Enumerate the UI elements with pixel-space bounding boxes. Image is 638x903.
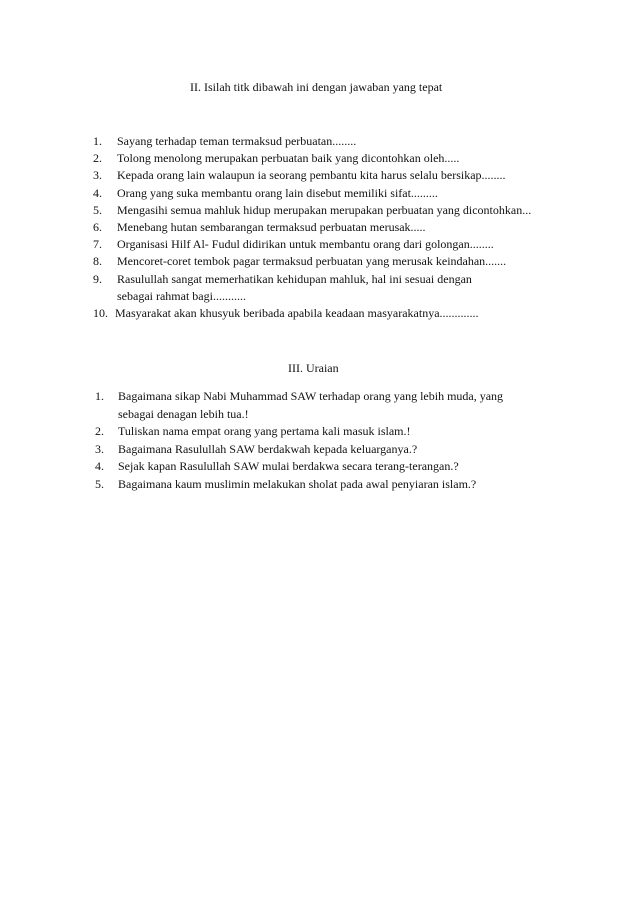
question-text-line: Sejak kapan Rasulullah SAW mulai berdakwa secara terang-terangan.?	[118, 459, 459, 474]
list-item	[93, 167, 613, 184]
question-number: 10.	[93, 306, 108, 321]
question-text-line: Rasulullah sangat memerhatikan kehidupan mahluk, hal ini sesuai dengan	[117, 271, 472, 286]
section-3-title: III. Uraian	[288, 361, 339, 375]
list-item	[93, 185, 613, 202]
question-number: 9.	[93, 271, 102, 286]
question-number: 3.	[93, 168, 102, 183]
list-item	[93, 423, 613, 441]
question-text-line: Sayang terhadap teman termaksud perbuatan........	[117, 134, 357, 148]
question-text	[118, 441, 417, 459]
list-item	[93, 236, 613, 253]
question-text-line: Tuliskan nama empat orang yang pertama kali masuk islam.!	[118, 424, 411, 439]
question-text-line: Tolong menolong merupakan perbuatan baik yang dicontohkan oleh.....	[117, 151, 460, 166]
question-text-line: Bagaimana sikap Nabi Muhammad SAW terhadap orang yang lebih muda, yang	[118, 389, 504, 403]
question-text-line: Mencoret-coret tembok pagar termaksud perbuatan yang merusak keindahan.......	[117, 254, 507, 269]
question-text	[117, 219, 426, 236]
list-item	[93, 271, 613, 305]
question-text	[118, 423, 411, 441]
question-text	[115, 305, 479, 322]
question-text-line: Orang yang suka membantu orang lain disebut memiliki sifat.........	[117, 185, 438, 200]
question-text-line: Menebang hutan sembarangan termaksud perbuatan merusak.....	[117, 220, 426, 235]
question-number: 4.	[93, 185, 102, 200]
question-number: 6.	[93, 220, 102, 235]
question-text-line: Kepada orang lain walaupun ia seorang pembantu kita harus selalu bersikap........	[117, 168, 506, 183]
question-number: 7.	[93, 237, 102, 252]
list-item	[93, 458, 613, 476]
section-2-title: II. Isilah titk dibawah ini dengan jawaban yang tepat	[190, 80, 443, 94]
list-item	[93, 202, 613, 219]
question-text-line: sebagai rahmat bagi...........	[117, 288, 246, 303]
list-item	[93, 476, 613, 494]
question-number: 3.	[95, 441, 104, 456]
question-text-line: sebagai denagan lebih tua.!	[118, 406, 249, 421]
question-text	[118, 458, 459, 476]
question-text-line: Bagaimana Rasulullah SAW berdakwah kepada keluarganya.?	[118, 441, 418, 456]
list-item	[93, 388, 613, 423]
question-number: 1.	[93, 134, 102, 148]
question-number: 5.	[93, 202, 102, 217]
section-2-question-list	[93, 133, 613, 322]
question-text-line: Masyarakat akan khusyuk beribada apabila keadaan masyarakatnya.............	[115, 306, 479, 321]
question-text	[117, 271, 472, 305]
question-text	[117, 202, 531, 219]
question-number: 8.	[93, 254, 102, 269]
list-item	[93, 305, 613, 322]
section-3-question-list	[93, 388, 613, 494]
question-text	[117, 133, 356, 150]
question-number: 5.	[95, 476, 104, 491]
list-item	[93, 219, 613, 236]
question-text-line: Bagaimana kaum muslimin melakukan sholat pada awal penyiaran islam.?	[118, 476, 477, 491]
question-text	[117, 236, 494, 253]
question-number: 4.	[95, 459, 104, 474]
list-item	[93, 253, 613, 270]
question-text	[118, 476, 476, 494]
question-text-line: Mengasihi semua mahluk hidup merupakan merupakan perbuatan yang dicontohkan...	[117, 202, 532, 217]
question-text	[118, 388, 503, 423]
question-number: 2.	[93, 151, 102, 166]
list-item	[93, 150, 613, 167]
question-text	[117, 253, 506, 270]
question-text	[117, 167, 506, 184]
question-number: 1.	[95, 389, 104, 403]
question-number: 2.	[95, 424, 104, 439]
list-item	[93, 133, 613, 150]
question-text-line: Organisasi Hilf Al- Fudul didirikan untuk membantu orang dari golongan........	[117, 237, 494, 252]
question-text	[117, 185, 438, 202]
list-item	[93, 441, 613, 459]
question-text	[117, 150, 459, 167]
